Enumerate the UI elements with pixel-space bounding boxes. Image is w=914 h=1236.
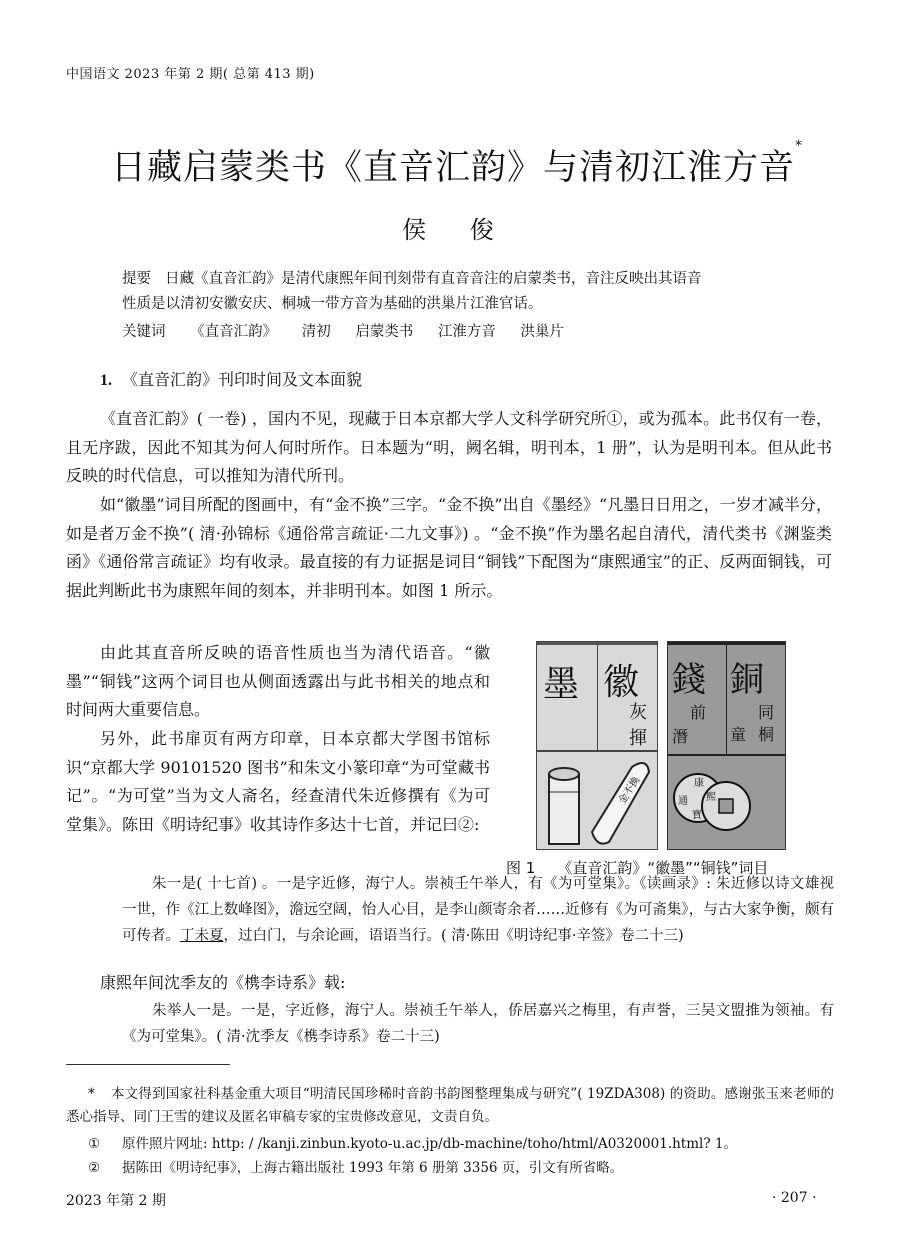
section-heading xyxy=(100,367,362,390)
keyword: 《直音汇韵》 xyxy=(190,324,278,340)
keyword: 洪巢片 xyxy=(520,324,565,340)
keywords xyxy=(122,320,802,341)
footnote-2-mark: ② xyxy=(88,1160,101,1176)
gloss-char-tong: 同 xyxy=(758,703,775,722)
gloss-char-tong3: 桐 xyxy=(758,725,775,744)
keyword: 江淮方音 xyxy=(437,324,496,340)
running-header: 中国语文 2023 年第 2 期( 总第 413 期) xyxy=(66,67,315,82)
abstract-label: 提要 xyxy=(122,271,151,287)
quote-2: 朱举人一是。一是，字近修，海宁人。崇祯壬午举人，侨居嘉兴之梅里，有声誉，三吴文盟推为领袖。有《为可堂集》。( 清·沈季友《槜李诗系》卷二十三) xyxy=(122,1003,834,1045)
title-footnote-mark: * xyxy=(795,138,803,154)
coin-char-kang: 康 xyxy=(694,778,704,789)
coin-char-xi: 熙 xyxy=(706,792,716,803)
head-char-qian: 錢 xyxy=(672,660,706,700)
paragraph-3: 由此其直音所反映的语音性质也当为清代语音。“徽墨”“铜钱”这两个词目也从侧面透露出与此书相关的地点和时间两大重要信息。 xyxy=(66,643,490,719)
figure-panel-huimo xyxy=(536,641,658,850)
gloss-char-qian: 前 xyxy=(690,703,707,722)
footnote-star-text: 本文得到国家社科基金重大项目“明清民国珍稀时音韵书韵图整理集成与研究”( 19ZDA308) 的资助。感谢张玉来老师的悉心指导、同门王雪的建议及匿名审稿专家的宝贵修改意见，文责自负。 xyxy=(66,1086,834,1125)
footnote-1 xyxy=(88,1133,737,1156)
footnote-star xyxy=(66,1083,834,1129)
author-name: 侯 俊 xyxy=(402,216,512,244)
head-char-mo: 墨 xyxy=(543,664,580,705)
article-title xyxy=(0,140,914,190)
figure-caption-text: 《直音汇韵》“徽墨”“铜钱”词目 xyxy=(557,859,769,877)
gloss-char-hui: 灰 xyxy=(629,702,647,723)
ink-stick-illustration xyxy=(537,752,658,850)
quote-1 xyxy=(122,871,834,949)
gloss-char-tong2: 童 xyxy=(730,725,747,744)
paragraph-5: 康熙年间沈季友的《槜李诗系》载: xyxy=(100,973,346,992)
section-number: 1. xyxy=(100,372,112,389)
abstract-text-line2: 性质是以清初安徽安庆、桐城一带方音为基础的洪巢片江淮官话。 xyxy=(122,296,543,312)
coin-char-tong: 通 xyxy=(678,796,688,807)
footnote-star-mark: * xyxy=(88,1086,95,1102)
footnote-1-mark: ① xyxy=(88,1136,101,1152)
footnote-1-text: 原件照片网址: http: / /kanji.zinbun.kyoto-u.ac.jp/db-machine/toho/html/A0320001.html? 1。 xyxy=(122,1136,737,1152)
footnote-2-text: 据陈田《明诗纪事》，上海古籍出版社 1993 年第 6 册第 3356 页，引文有所省略。 xyxy=(122,1160,624,1176)
keyword: 启蒙类书 xyxy=(355,324,414,340)
coin-char-bao: 寶 xyxy=(692,810,702,821)
paragraph-1: 《直音汇韵》( 一卷) ，国内不见，现藏于日本京都大学人文科学研究所①，或为孤本。此书仅有一卷，且无序跋，因此不知其为何人何时所作。日本题为“明，阙名辑，明刊本，1 册”，认为是明刊本。但从此书反映的时代信息，可以推知为清代所刊。 xyxy=(66,409,832,485)
abstract xyxy=(122,267,802,317)
footnote-2 xyxy=(88,1157,623,1180)
keywords-label: 关键词 xyxy=(122,324,166,340)
footer-issue: 2023 年第 2 期 xyxy=(66,1193,166,1209)
footer-page-number: · 207 · xyxy=(772,1190,817,1206)
keyword: 清初 xyxy=(301,324,331,340)
quote-1-part2: ，过白门，与余论画，语语当行。( 清·陈田《明诗纪事·辛签》卷二十三) xyxy=(223,928,684,944)
ink-stick-label: 金不換 xyxy=(617,774,643,807)
quote-1-part1: 朱一是( 十七首) 。一是字近修，海宁人。崇祯壬午举人，有《为可堂集》。《读画录》: 朱近修以诗文雄视一世，作《江上数峰图》，澹远空阔，怡人心目，是李山颜寄余者……近修有《为可斋集》，与古大家争衡，颇有可传者。 xyxy=(122,876,834,944)
figure-panel-tongqian xyxy=(667,641,786,850)
abstract-text-line1: 日藏《直音汇韵》是清代康熙年间刊刻带有直音音注的启蒙类书，音注反映出其语音 xyxy=(165,271,702,287)
title-text: 日藏启蒙类书《直音汇韵》与清初江淮方音 xyxy=(110,148,795,188)
paragraph-4: 另外，此书扉页有两方印章，日本京都大学图书馆标识“京都大学 90101520 图书”和朱文小篆印章“为可堂藏书记”。“为可堂”当为文人斋名，经查清代朱近修撰有《为可堂集》。陈田《明诗纪事》收其诗作多达十七首，并记曰②: xyxy=(66,729,490,834)
section-title: 《直音汇韵》刊印时间及文本面貌 xyxy=(122,370,363,389)
footnote-rule xyxy=(66,1064,230,1065)
figure-1-image xyxy=(536,641,786,850)
head-char-tong: 銅 xyxy=(730,660,764,700)
gloss-char-hui2: 揮 xyxy=(629,728,647,749)
quote-1-underlined: 丁未夏 xyxy=(180,928,224,944)
head-char-hui: 徽 xyxy=(603,662,640,703)
paragraph-2: 如“徽墨”词目所配的图画中，有“金不换”三字。“金不换”出自《墨经》“凡墨日日用之，一岁才减半分，如是者万金不换”( 清·孙锦标《通俗常言疏证·二九文事》) 。“金不换”作为墨名起自清代，清代类书《渊鉴类函》《通俗常言疏证》均有收录。最直接的有力证据是词目“铜钱”下配图为“康熙通宝”的正、反两面铜钱，可据此判断此书为康熙年间的刻本，并非明刊本。如图 1 所示。 xyxy=(66,495,832,600)
figure-number: 图 1 xyxy=(506,859,536,877)
gloss-char-qian2: 潛 xyxy=(672,727,689,746)
